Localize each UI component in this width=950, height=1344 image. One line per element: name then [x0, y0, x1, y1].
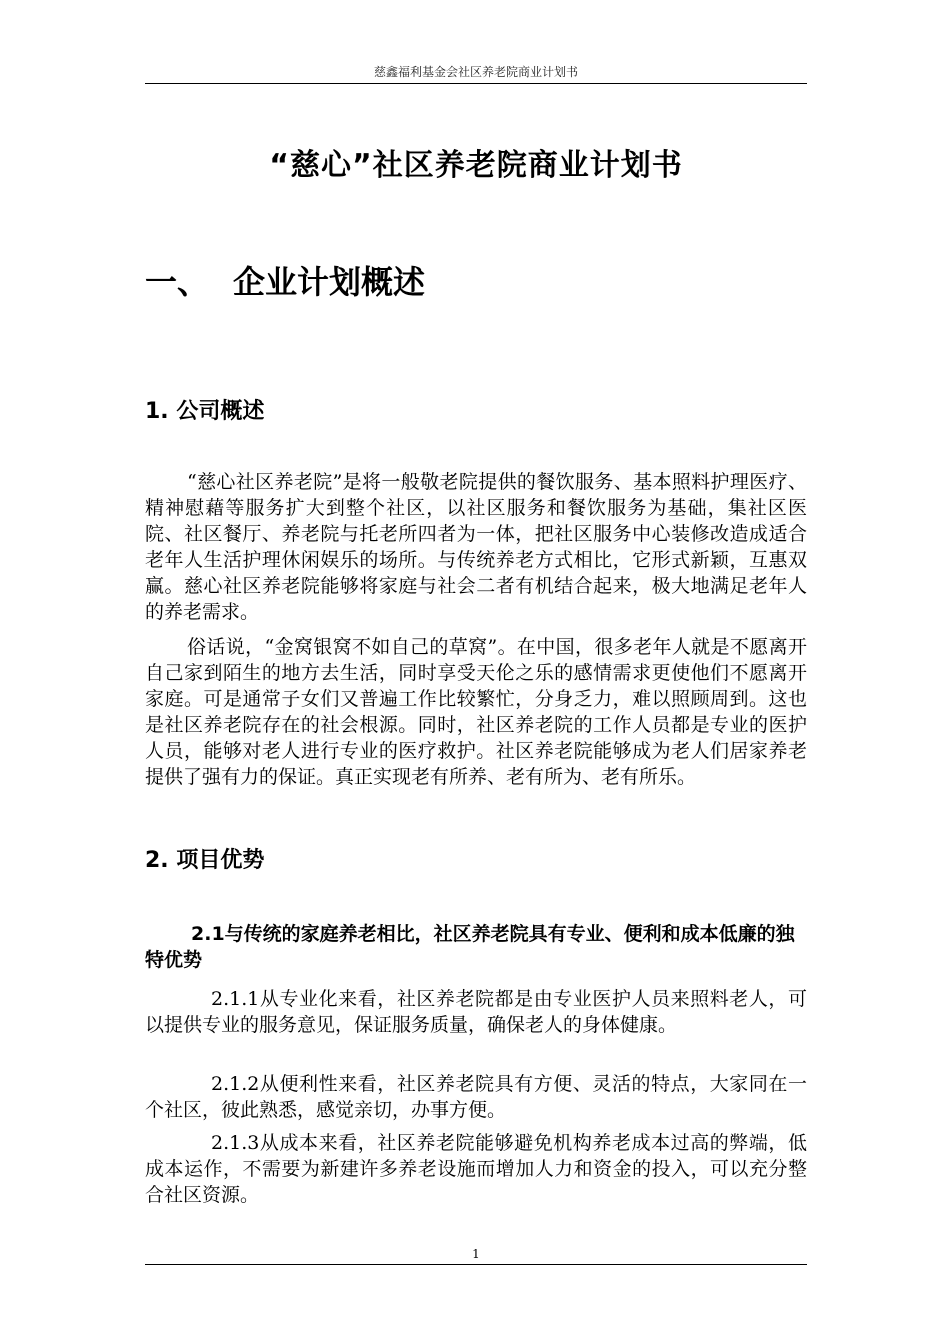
- paragraph-item-2-1-3: 2.1.3从成本来看，社区养老院能够避免机构养老成本过高的弊端，低成本运作，不需要为新建许多养老设施而增加人力和资金的投入，可以充分整合社区资源。: [145, 1132, 807, 1206]
- chapter-label: 企业计划概述: [233, 263, 426, 301]
- paragraph-item-2-1-2: 2.1.2从便利性来看，社区养老院具有方便、灵活的特点，大家同在一个社区，彼此熟悉，感觉亲切，办事方便。: [145, 1073, 807, 1121]
- chapter-heading: [145, 257, 425, 303]
- header-rule: [145, 83, 807, 84]
- paragraph-item-2-1-1: 2.1.1从专业化来看，社区养老院都是由专业医护人员来照料老人，可以提供专业的服务意见，保证服务质量，确保老人的身体健康。: [145, 988, 807, 1036]
- document-title: “慈心”社区养老院商业计划书: [269, 148, 683, 183]
- paragraph-company-overview-2: 俗话说，“金窝银窝不如自己的草窝”。在中国，很多老年人就是不愿离开自己家到陌生的地方去生活，同时享受天伦之乐的感情需求更使他们不愿离开家庭。可是通常子女们又普遍工作比较繁忙，分身乏力，难以照顾周到。这也是社区养老院存在的社会根源。同时，社区养老院的工作人员都是专业的医护人员，能够对老人进行专业的医疗救护。社区养老院能够成为老人们居家养老提供了强有力的保证。真正实现老有所养、老有所为、老有所乐。: [145, 636, 807, 788]
- paragraph-company-overview-1: “慈心社区养老院”是将一般敬老院提供的餐饮服务、基本照料护理医疗、精神慰藉等服务扩大到整个社区，以社区服务和餐饮服务为基础，集社区医院、社区餐厅、养老院与托老所四者为一体，把社区服务中心装修改造成适合老年人生活护理休闲娱乐的场所。与传统养老方式相比，它形式新颖，互惠双赢。慈心社区养老院能够将家庭与社会二者有机结合起来，极大地满足老年人的养老需求。: [145, 471, 807, 623]
- footer-rule: [145, 1264, 807, 1265]
- running-header: 慈鑫福利基金会社区养老院商业计划书: [373, 65, 578, 79]
- page-number: 1: [472, 1247, 480, 1261]
- chapter-number: 一、: [145, 263, 210, 301]
- section-heading-project-advantages: 2. 项目优势: [145, 848, 265, 873]
- subsection-heading-2-1: 2.1与传统的家庭养老相比，社区养老院具有专业、便利和成本低廉的独特优势: [145, 923, 795, 971]
- section-heading-company-overview: 1. 公司概述: [145, 399, 265, 424]
